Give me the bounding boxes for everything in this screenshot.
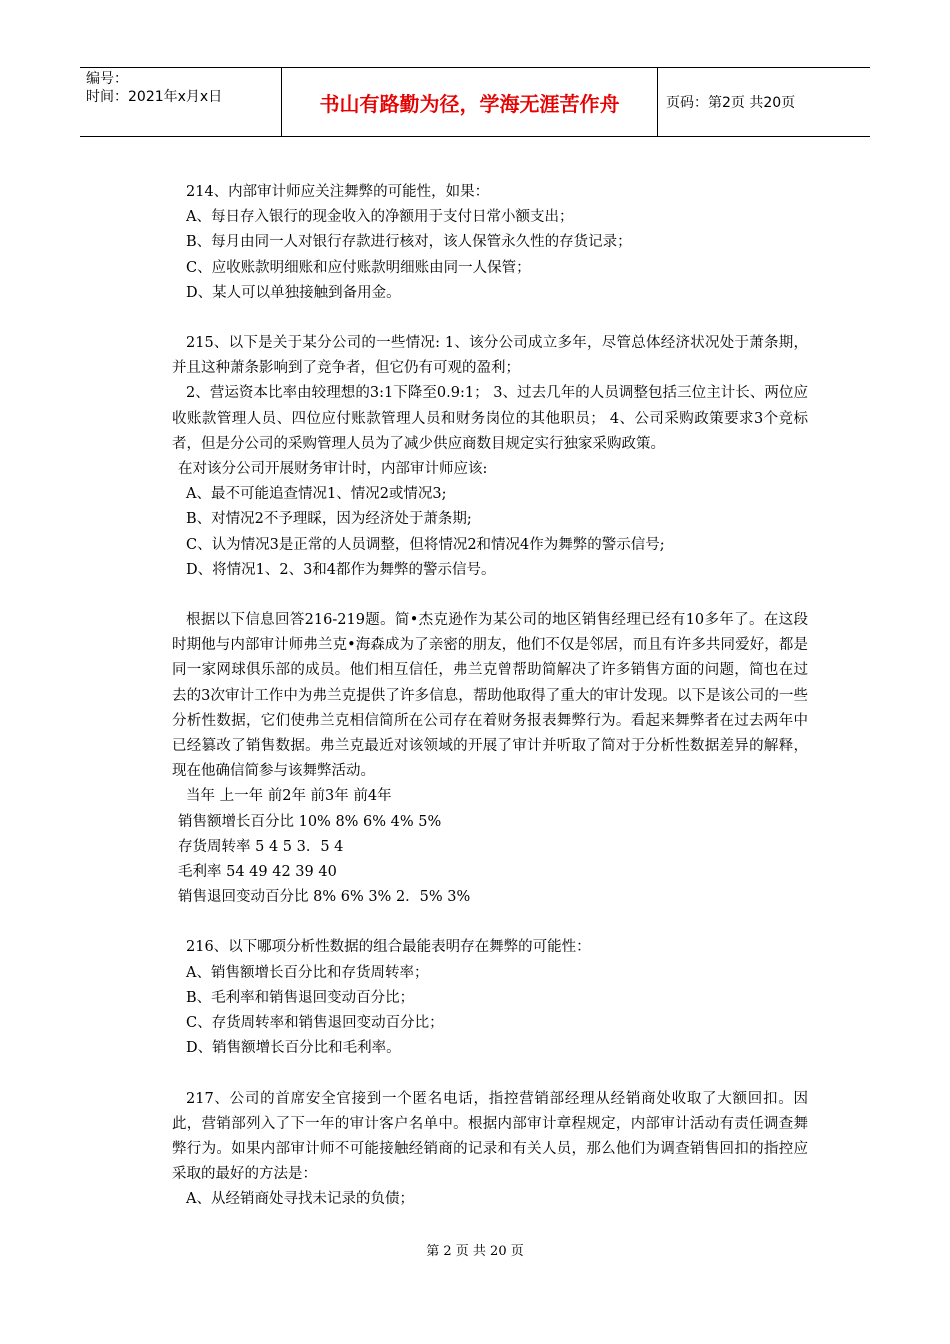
data-row: 存货周转率 5 4 5 3．5 4 xyxy=(178,838,344,855)
data-table-header: 当年 上一年 前2年 前3年 前4年 xyxy=(186,788,392,805)
question-prompt: 在对该分公司开展财务审计时，内部审计师应该: xyxy=(178,461,488,478)
option-b: B、毛利率和销售退回变动百分比； xyxy=(186,989,415,1006)
case-intro: 根据以下信息回答216-219题。简•杰克逊作为某公司的地区销售经理已经有10多年了。在这段时期他与内部审计师弗兰克•海森成为了亲密的朋友，他们不仅是邻居，而且有许多共同爱好，都是同一家网球俱乐部的成员。他们相互信任，弗兰克曾帮助简解决了许多销售方面的问题，简也在过去的3次审计工作中为弗兰克提供了许多信息，帮助他取得了重大的审计发现。以下是该公司的一些分析性数据，它们使弗兰克相信简所在公司存在着财务报表舞弊行为。看起来舞弊者在过去两年中已经篡改了销售数据。弗兰克最近对该领域的开展了审计并听取了简对于分析性数据差异的解释，现在他确信简参与该舞弊活动。 xyxy=(172,612,808,780)
option-a: A、销售额增长百分比和存货周转率； xyxy=(186,964,429,981)
question-216 xyxy=(172,935,808,1061)
question-stem: 217、公司的首席安全官接到一个匿名电话，指控营销部经理从经销商处收取了大额回扣。因此，营销部列入了下一年的审计客户名单中。根据内部审计章程规定，内部审计活动有责任调查舞弊行为。如果内部审计师不可能接触经销商的记录和有关人员，那么他们为调查销售回扣的指控应采取的最好的方法是： xyxy=(172,1090,808,1183)
header-motto: 书山有路勤为径，学海无涯苦作舟 xyxy=(282,68,658,136)
question-stem: 216、以下哪项分析性数据的组合最能表明存在舞弊的可能性： xyxy=(186,939,591,956)
option-a: A、每日存入银行的现金收入的净额用于支付日常小额支出； xyxy=(186,209,574,226)
header-page-code: 页码：第2页 共20页 xyxy=(666,95,796,111)
document-date-label: 时间：2021年x月x日 xyxy=(86,89,223,105)
option-a: A、最不可能追查情况1、情况2或情况3; xyxy=(186,486,447,503)
case-study xyxy=(172,608,808,910)
option-d: D、某人可以单独接触到备用金。 xyxy=(186,284,401,301)
option-b: B、对情况2不予理睬，因为经济处于萧条期; xyxy=(186,511,472,528)
document-number-label: 编号： xyxy=(86,71,128,87)
question-stem: 214、内部审计师应关注舞弊的可能性，如果： xyxy=(186,184,490,200)
option-c: C、认为情况3是正常的人员调整，但将情况2和情况4作为舞弊的警示信号; xyxy=(186,536,665,553)
option-b: B、每月由同一人对银行存款进行核对，该人保管永久性的存货记录； xyxy=(186,234,632,251)
question-stem: 215、以下是关于某分公司的一些情况: 1、该分公司成立多年，尽管总体经济状况处于萧条期，并且这种萧条影响到了竞争者，但它仍有可观的盈利； xyxy=(172,335,808,377)
data-row: 销售退回变动百分比 8% 6% 3% 2．5% 3% xyxy=(178,889,471,906)
page-footer: 第 2 页 共 20 页 xyxy=(426,1244,524,1259)
header-meta xyxy=(80,68,282,136)
question-215 xyxy=(172,331,808,583)
option-c: C、应收账款明细账和应付账款明细账由同一人保管； xyxy=(186,259,531,276)
question-217 xyxy=(172,1087,808,1213)
question-214 xyxy=(172,180,808,306)
data-row: 销售额增长百分比 10% 8% 6% 4% 5% xyxy=(178,813,442,830)
option-c: C、存货周转率和销售退回变动百分比； xyxy=(186,1015,444,1032)
question-paragraph: 2、营运资本比率由较理想的3:1下降至0.9:1； 3、过去几年的人员调整包括三位主计长、两位应收账款管理人员、四位应付账款管理人员和财务岗位的其他职员； 4、公司采购政策要求3个竞标者，但是分公司的采购管理人员为了减少供应商数目规定实行独家采购政策。 xyxy=(172,385,808,452)
page-header xyxy=(80,67,870,137)
data-row: 毛利率 54 49 42 39 40 xyxy=(178,864,337,881)
option-d: D、将情况1、2、3和4都作为舞弊的警示信号。 xyxy=(186,561,496,578)
option-d: D、销售额增长百分比和毛利率。 xyxy=(186,1040,401,1057)
option-a: A、从经销商处寻找未记录的负债； xyxy=(186,1191,414,1208)
document-body xyxy=(172,180,808,1213)
